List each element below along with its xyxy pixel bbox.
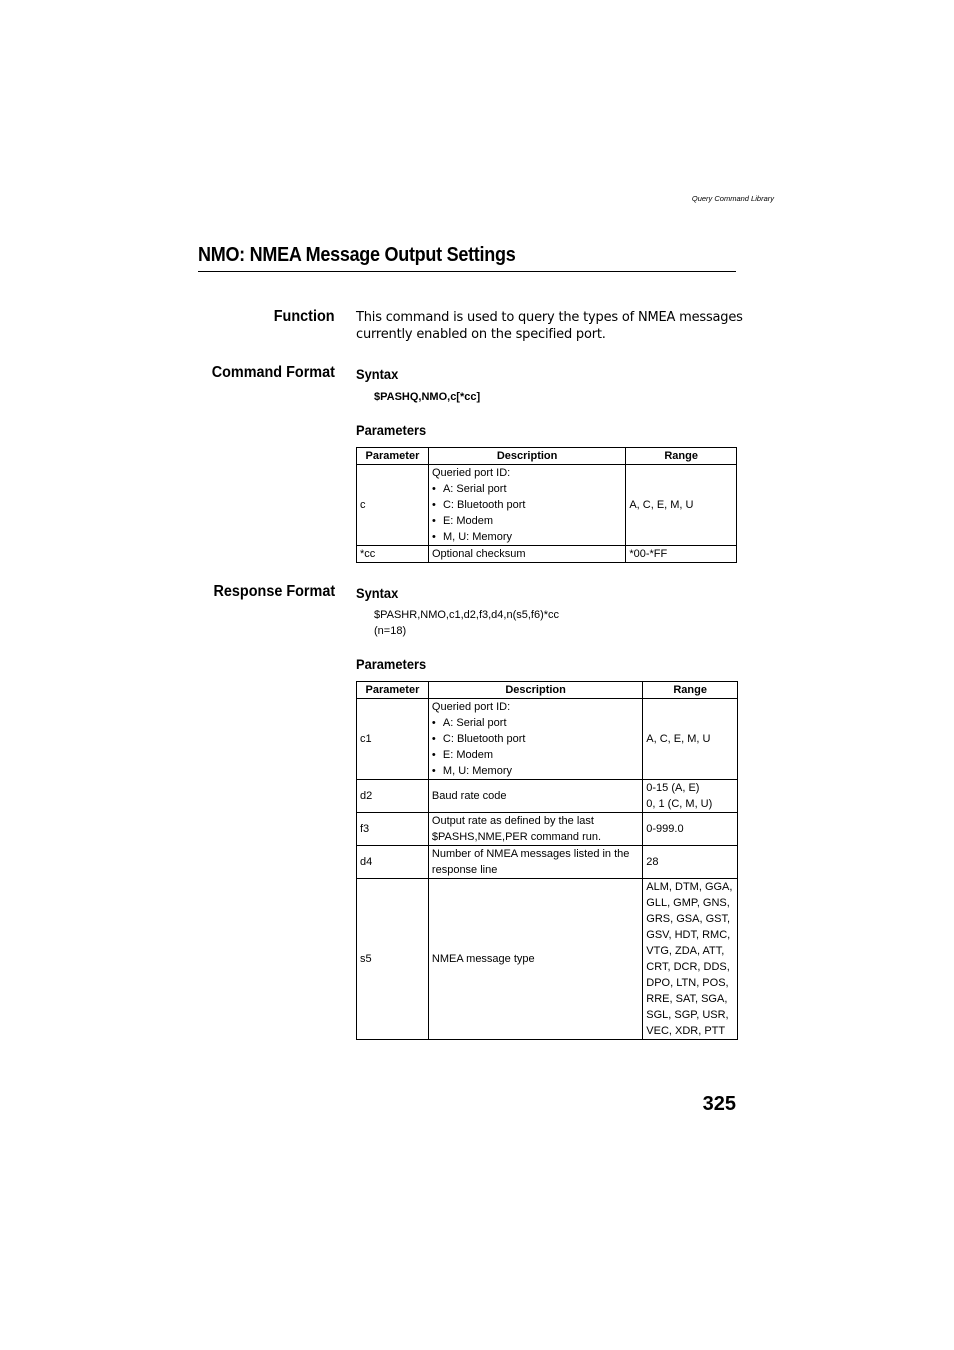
- range-line: VTG, ZDA, ATT,: [646, 945, 725, 957]
- command-parameters-heading: Parameters: [356, 422, 427, 438]
- list-item: • C: Bluetooth port: [432, 731, 639, 747]
- range-line: CRT, DCR, DDS,: [646, 961, 730, 973]
- table-row: [357, 699, 738, 780]
- range-cell: *00-*FF: [626, 546, 737, 563]
- param-cell: d2: [357, 780, 429, 813]
- function-text: This command is used to query the types of NMEA messages currently enabled on the specified port.: [356, 310, 743, 342]
- range-cell: A, C, E, M, U: [626, 465, 737, 546]
- list-item: • A: Serial port: [432, 481, 622, 497]
- range-line: GSV, HDT, RMC,: [646, 929, 731, 941]
- param-cell: *cc: [357, 546, 429, 563]
- list-item: • E: Modem: [432, 513, 622, 529]
- header-parameter: Parameter: [357, 682, 429, 699]
- response-format-label: Response Format: [213, 583, 335, 600]
- description-intro: Queried port ID:: [431, 701, 511, 713]
- command-syntax: $PASHQ,NMO,c[*cc]: [374, 391, 481, 403]
- range-line: SGL, SGP, USR,: [646, 1009, 729, 1021]
- header-range: Range: [626, 448, 737, 465]
- table-header-row: [357, 448, 737, 465]
- description-cell: [428, 846, 642, 879]
- range-line: RRE, SAT, SGA,: [646, 993, 728, 1005]
- page-title: NMO: NMEA Message Output Settings: [198, 244, 516, 266]
- param-cell: f3: [357, 813, 429, 846]
- description-cell: [428, 699, 642, 780]
- range-line: GLL, GMP, GNS,: [646, 897, 730, 909]
- range-line: DPO, LTN, POS,: [646, 977, 729, 989]
- range-line: 0, 1 (C, M, U): [646, 798, 713, 810]
- list-item: • E: Modem: [432, 747, 639, 763]
- range-cell: [643, 780, 738, 813]
- range-line: ALM, DTM, GGA,: [646, 881, 733, 893]
- range-cell: A, C, E, M, U: [643, 699, 738, 780]
- port-list: [432, 481, 622, 545]
- description-cell: Optional checksum: [428, 546, 625, 563]
- header-parameter: Parameter: [357, 448, 429, 465]
- range-cell: [643, 879, 738, 1040]
- header-range: Range: [643, 682, 738, 699]
- param-cell: s5: [357, 879, 429, 1040]
- description-line: response line: [431, 864, 498, 876]
- function-label: Function: [274, 308, 335, 325]
- table-row: [357, 780, 738, 813]
- port-list: [432, 715, 639, 779]
- response-syntax-note: (n=18): [374, 625, 407, 637]
- list-item: • M, U: Memory: [432, 529, 622, 545]
- description-cell: [428, 813, 642, 846]
- header-description: Description: [428, 448, 625, 465]
- table-row: [357, 879, 738, 1040]
- range-line: 0-15 (A, E): [646, 782, 700, 794]
- response-syntax-heading: Syntax: [356, 585, 399, 601]
- table-header-row: [357, 682, 738, 699]
- description-intro: Queried port ID:: [431, 467, 511, 479]
- list-item: • A: Serial port: [432, 715, 639, 731]
- description-cell: Baud rate code: [428, 780, 642, 813]
- param-cell: c: [357, 465, 429, 546]
- table-row: [357, 813, 738, 846]
- response-syntax: $PASHR,NMO,c1,d2,f3,d4,n(s5,f6)*cc: [374, 609, 560, 621]
- command-parameters-table: [356, 447, 737, 563]
- table-row: [357, 546, 737, 563]
- list-item: • C: Bluetooth port: [432, 497, 622, 513]
- description-cell: NMEA message type: [428, 879, 642, 1040]
- response-parameters-heading: Parameters: [356, 656, 427, 672]
- command-syntax-heading: Syntax: [356, 366, 399, 382]
- list-item: • M, U: Memory: [432, 763, 639, 779]
- range-cell: 28: [643, 846, 738, 879]
- header-description: Description: [428, 682, 642, 699]
- description-line: Number of NMEA messages listed in the: [431, 848, 630, 860]
- command-format-label: Command Format: [211, 364, 335, 381]
- range-line: VEC, XDR, PTT: [646, 1025, 726, 1037]
- range-line: GRS, GSA, GST,: [646, 913, 731, 925]
- param-cell: d4: [357, 846, 429, 879]
- page-number: 325: [702, 1093, 736, 1115]
- range-cell: 0-999.0: [643, 813, 738, 846]
- param-cell: c1: [357, 699, 429, 780]
- description-cell: [428, 465, 625, 546]
- response-parameters-table: [356, 681, 738, 1040]
- description-line: $PASHS,NME,PER command run.: [431, 831, 602, 843]
- description-line: Output rate as defined by the last: [431, 815, 594, 827]
- table-row: [357, 846, 738, 879]
- table-row: [357, 465, 737, 546]
- running-head: Query Command Library: [691, 194, 774, 203]
- title-rule: [198, 271, 736, 272]
